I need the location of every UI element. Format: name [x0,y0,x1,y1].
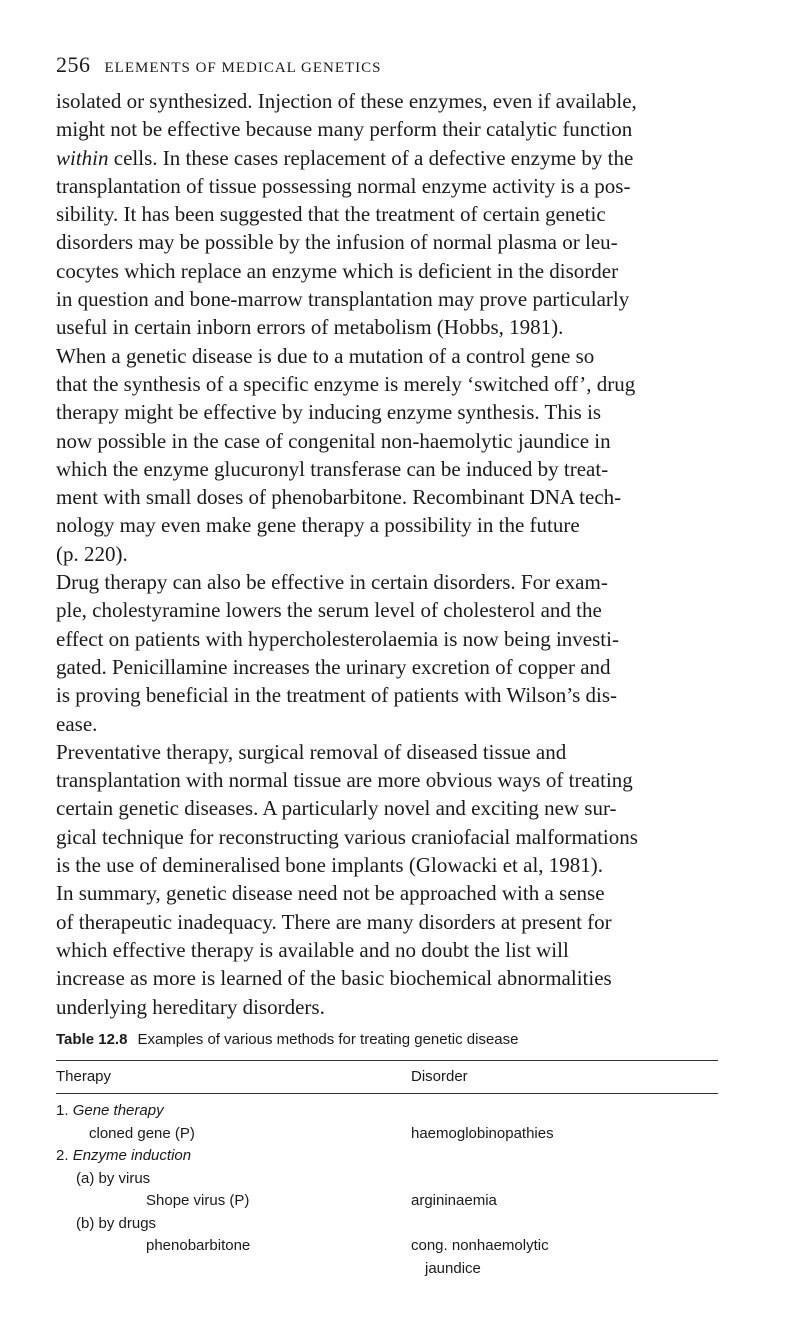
text-line: now possible in the case of congenital non-haemolytic jaundice in [56,428,611,453]
text-span: cells. In these cases replacement of a defective enzyme by the [108,145,634,170]
text-line: In summary, genetic disease need not be approached with a sense [56,881,605,906]
table-cell: argininaemia [411,1192,497,1209]
paragraph-1 [56,87,718,342]
column-header-therapy: Therapy [56,1068,112,1085]
table-cell: Shope virus (P) [146,1192,250,1209]
table-cell: cloned gene (P) [89,1124,195,1142]
text-line: gated. Penicillamine increases the urinary excretion of copper and [56,654,611,679]
text-line: underlying hereditary disorders. [56,994,325,1019]
text-line: is the use of demineralised bone implants (Glowacki et al, 1981). [56,853,604,878]
table-caption [56,1031,518,1048]
text-line: cocytes which replace an enzyme which is deficient in the disorder [56,258,619,283]
table-cell [411,1169,711,1192]
table-cell [411,1214,711,1237]
text-line: nology may even make gene therapy a possibility in the future [56,513,580,538]
text-line: gical technique for reconstructing various craniofacial malformations [56,824,638,849]
text-line: transplantation of tissue possessing normal enzyme activity is a pos- [56,173,631,198]
text-line: transplantation with normal tissue are more obvious ways of treating [56,768,633,793]
text-line: When a genetic disease is due to a mutation of a control gene so [56,343,595,368]
text-line [56,144,718,172]
text-line: in question and bone-marrow transplantation may prove particularly [56,287,630,312]
paragraph-5 [56,879,718,1020]
text-line: which the enzyme glucuronyl transferase can be induced by treat- [56,456,609,481]
table-cell: cong. nonhaemolytic [411,1237,549,1254]
text-line: increase as more is learned of the basic biochemical abnormalities [56,966,612,991]
table-cell: (b) by drugs [76,1214,157,1232]
text-line: which effective therapy is available and no doubt the list will [56,937,569,962]
text-line: sibility. It has been suggested that the treatment of certain genetic [56,202,606,227]
text-line: useful in certain inborn errors of metabolism (Hobbs, 1981). [56,315,564,340]
text-line: ment with small doses of phenobarbitone. Recombinant DNA tech- [56,485,622,510]
emphasis: within [56,145,109,170]
text-line: (p. 220). [56,541,128,566]
column-header-disorder: Disorder [411,1068,468,1085]
text-line: might not be effective because many perform their catalytic function [56,117,633,142]
table-cell: haemoglobinopathies [411,1124,554,1142]
text-line: certain genetic diseases. A particularly novel and exciting new sur- [56,796,617,821]
table-cell [411,1101,711,1124]
paragraph-2 [56,342,718,568]
table-cell: jaundice [425,1259,481,1277]
table-top-rule [56,1060,718,1061]
running-header [56,52,382,78]
table-cell [56,1101,396,1124]
text-line: ease. [56,711,98,736]
table-caption-text: Examples of various methods for treating genetic disease [137,1031,519,1048]
table-cell [56,1146,396,1169]
paragraph-3 [56,568,718,738]
text-line: isolated or synthesized. Injection of these enzymes, even if available, [56,89,637,113]
table-label: Table 12.8 [56,1031,128,1048]
page-number: 256 [56,52,91,77]
text-line: Preventative therapy, surgical removal of diseased tissue and [56,739,567,764]
body-text [56,87,718,1021]
text-line: is proving beneficial in the treatment of patients with Wilson’s dis- [56,683,617,708]
running-title: ELEMENTS OF MEDICAL GENETICS [104,60,382,76]
category-heading: Enzyme induction [72,1147,192,1164]
text-line: ple, cholestyramine lowers the serum level of cholesterol and the [56,598,602,623]
text-line: of therapeutic inadequacy. There are many disorders at present for [56,909,612,934]
table-header-rule [56,1093,718,1094]
table-cell: phenobarbitone [146,1237,251,1254]
table-cell: (a) by virus [76,1169,151,1187]
text-line: effect on patients with hypercholesterolaemia is now being investi- [56,626,619,651]
text-line: that the synthesis of a specific enzyme is merely ‘switched off’, drug [56,371,636,396]
table-cell [411,1146,711,1169]
disorder-column [411,1101,711,1281]
text-line: disorders may be possible by the infusion of normal plasma or leu- [56,230,618,255]
category-heading: Gene therapy [72,1102,164,1119]
therapy-column [56,1101,396,1259]
text-line: Drug therapy can also be effective in certain disorders. For exam- [56,570,608,595]
list-number: 2. [56,1147,73,1164]
text-line: therapy might be effective by inducing enzyme synthesis. This is [56,400,602,425]
list-number: 1. [56,1102,73,1119]
paragraph-4 [56,738,718,879]
